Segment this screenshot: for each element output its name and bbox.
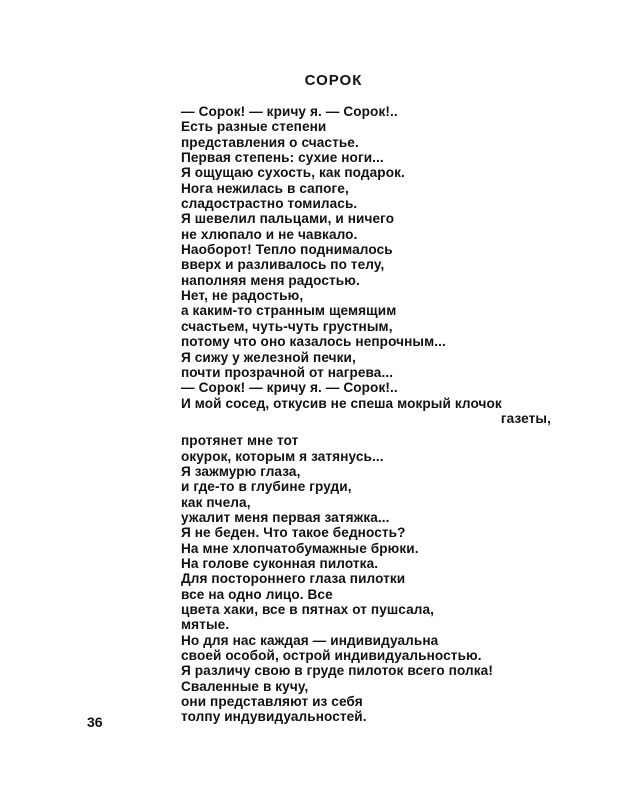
poem-line: все на одно лицо. Все — [181, 586, 333, 602]
poem-line: Я ощущаю сухость, как подарок. — [181, 165, 405, 181]
poem-line: Нога нежилась в сапоге, — [181, 180, 349, 196]
poem-line: ужалит меня первая затяжка... — [181, 509, 390, 525]
poem-line: наполняя меня радостью. — [181, 272, 360, 288]
poem-line: вверх и разливалось по телу, — [181, 257, 385, 273]
poem-line: И мой сосед, откусив не спеша мокрый клочок — [181, 395, 502, 411]
poem-line: Я шевелил пальцами, и ничего — [181, 211, 395, 227]
poem-line: мятые. — [181, 617, 230, 633]
poem-line: счастьем, чуть-чуть грустным, — [181, 318, 393, 334]
page-number: 36 — [87, 714, 103, 730]
poem-title: СОРОК — [304, 72, 363, 89]
poem-line: Есть разные степени — [181, 119, 327, 135]
poem-line: Я зажмурю глаза, — [181, 463, 301, 479]
poem-body — [181, 104, 551, 725]
poem-line: На мне хлопчатобумажные брюки. — [181, 540, 419, 556]
poem-line: протянет мне тот — [181, 433, 299, 449]
poem-line: сладострастно томилась. — [181, 196, 358, 212]
poem-line-continuation: газеты, — [500, 410, 551, 426]
poem-line: Наоборот! Тепло поднималось — [181, 242, 393, 258]
poem-line: окурок, которым я затянусь... — [181, 448, 384, 464]
poem-line: Я различу свою в груде пилоток всего полка! — [181, 663, 493, 679]
poem-line: — Сорок! — кричу я. — Сорок!.. — [181, 380, 398, 396]
poem-line: На голове суконная пилотка. — [181, 555, 379, 571]
poem-line: Сваленные в кучу, — [181, 678, 309, 694]
poem-line: Я сижу у железной печки, — [181, 349, 356, 365]
poem-line: представления о счастье. — [181, 134, 359, 150]
poem-line: Для постороннего глаза пилотки — [181, 571, 406, 587]
poem-line: почти прозрачной от нагрева... — [181, 364, 394, 380]
poem-line: цвета хаки, все в пятнах от пушсала, — [181, 602, 435, 617]
poem-line: — Сорок! — кричу я. — Сорок!.. — [181, 104, 398, 119]
poem-line: а каким-то странным щемящим — [181, 303, 397, 319]
poem-line: Первая степень: сухие ноги... — [181, 150, 384, 166]
poem-line: своей особой, острой индивидуальностью. — [181, 648, 482, 664]
poem-line: Нет, не радостью, — [181, 288, 304, 304]
poem-line: Но для нас каждая — индивидуальна — [181, 632, 439, 648]
poem-line: Я не беден. Что такое бедность? — [181, 525, 406, 541]
poem-line: потому что оно казалось непрочным... — [181, 334, 446, 350]
poem-line: и где-то в глубине груди, — [181, 479, 352, 495]
poem-line: не хлюпало и не чавкало. — [181, 226, 358, 242]
poem-line: как пчела, — [181, 494, 251, 510]
poem-line: они представляют из себя — [181, 694, 363, 710]
poem-line: толпу индувидуальностей. — [181, 709, 367, 725]
